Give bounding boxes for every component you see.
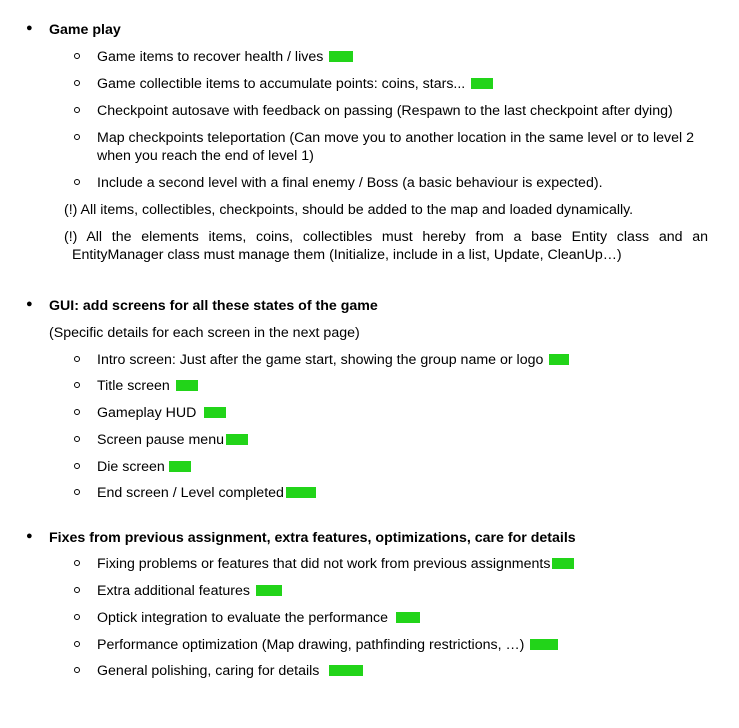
list-item: General polishing, caring for details [97, 662, 363, 680]
green-check-marker [329, 665, 363, 676]
sub-bullet [74, 107, 80, 113]
green-check-marker [204, 407, 226, 418]
sub-bullet [74, 409, 80, 415]
list-item: Game items to recover health / lives [97, 48, 353, 66]
green-check-marker [226, 434, 248, 445]
green-check-marker [176, 380, 198, 391]
green-check-marker [396, 612, 420, 623]
sub-bullet [74, 463, 80, 469]
sub-bullet [74, 382, 80, 388]
section-heading-gameplay: Game play [49, 22, 121, 38]
sub-bullet [74, 667, 80, 673]
list-item: Game collectible items to accumulate points: coins, stars... [97, 75, 493, 93]
section-heading-fixes: Fixes from previous assignment, extra features, optimizations, care for details [49, 530, 576, 546]
section-bullet: ● [26, 530, 33, 542]
green-check-marker [530, 639, 558, 650]
sub-bullet [74, 80, 80, 86]
section-bullet: ● [26, 298, 33, 310]
list-item: Optick integration to evaluate the performance [97, 609, 420, 627]
sub-bullet [74, 53, 80, 59]
list-item: Map checkpoints teleportation (Can move you to another location in the same level or to level 2 when you reach the end of level 1) [97, 130, 694, 164]
list-item: Title screen [97, 377, 198, 395]
list-item: Extra additional features [97, 582, 282, 600]
green-check-marker [286, 487, 316, 498]
list-item: Gameplay HUD [97, 404, 226, 422]
green-check-marker [169, 461, 191, 472]
list-item: Fixing problems or features that did not work from previous assignments [97, 555, 574, 573]
sub-bullet [74, 560, 80, 566]
list-item: Checkpoint autosave with feedback on passing (Respawn to the last checkpoint after dying) [97, 103, 673, 119]
section-subtitle: (Specific details for each screen in the next page) [49, 325, 360, 341]
sub-bullet [74, 134, 80, 140]
list-item: Die screen [97, 458, 191, 476]
green-check-marker [471, 78, 493, 89]
list-item: Performance optimization (Map drawing, pathfinding restrictions, …) [97, 636, 558, 654]
sub-bullet [74, 179, 80, 185]
note: (!) All the elements items, coins, collectibles must hereby from a base Entity class and an EntityManager class must manage them (Initialize, include in a list, Update, CleanUp…) [64, 229, 708, 263]
green-check-marker [549, 354, 569, 365]
list-item: Include a second level with a final enemy / Boss (a basic behaviour is expected). [97, 175, 603, 191]
green-check-marker [552, 558, 574, 569]
section-heading-gui: GUI: add screens for all these states of the game [49, 298, 378, 314]
list-item: Screen pause menu [97, 431, 248, 449]
sub-bullet [74, 641, 80, 647]
sub-bullet [74, 614, 80, 620]
green-check-marker [256, 585, 282, 596]
list-item: End screen / Level completed [97, 484, 316, 502]
sub-bullet [74, 436, 80, 442]
note: (!) All items, collectibles, checkpoints, should be added to the map and loaded dynamically. [64, 202, 634, 218]
list-item: Intro screen: Just after the game start, showing the group name or logo [97, 351, 569, 369]
sub-bullet [74, 356, 80, 362]
sub-bullet [74, 587, 80, 593]
section-bullet: ● [26, 22, 33, 34]
green-check-marker [329, 51, 353, 62]
sub-bullet [74, 489, 80, 495]
